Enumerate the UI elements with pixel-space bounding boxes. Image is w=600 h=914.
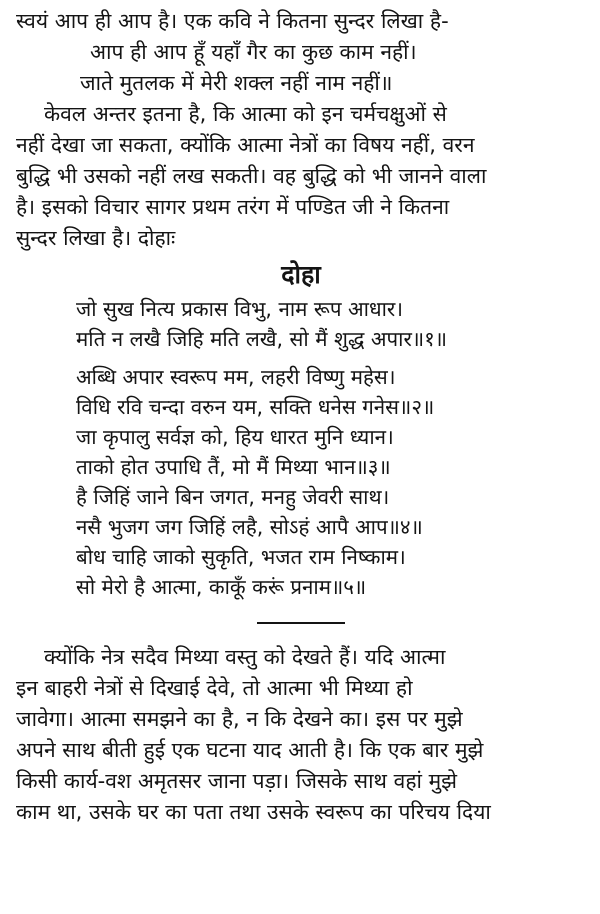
doha-verses bbox=[16, 294, 586, 602]
verse-line: बोध चाहि जाको सुकृति, भजत राम निष्काम। bbox=[76, 545, 406, 569]
text-line: काम था, उसके घर का पता तथा उसके स्वरूप का परिचय दिया bbox=[16, 800, 491, 824]
verse-line: ताको होत उपाधि तैं, मो मैं मिथ्या भान॥३॥ bbox=[76, 455, 391, 479]
paragraph-1 bbox=[16, 99, 586, 254]
verse-line: सो मेरो है आत्मा, काकूँ करूं प्रनाम॥५॥ bbox=[76, 575, 367, 599]
text-line: सुन्दर लिखा है। दोहाः bbox=[16, 226, 176, 250]
text-line: है। इसको विचार सागर प्रथम तरंग में पण्डित जी ने कितना bbox=[16, 195, 450, 219]
text-line: जावेगा। आत्मा समझने का है, न कि देखने का। इस पर मुझे bbox=[16, 707, 463, 731]
couplet-line: आप ही आप हूँ यहाँ गैर का कुछ काम नहीं। bbox=[90, 40, 417, 64]
couplet bbox=[16, 37, 586, 99]
couplet-line: जाते मुतलक में मेरी शक्ल नहीं नाम नहीं॥ bbox=[80, 71, 393, 95]
verse-line: है जिहिं जाने बिन जगत, मनहु जेवरी साथ। bbox=[76, 485, 390, 509]
intro-text bbox=[16, 6, 586, 37]
verse-line: अब्धि अपार स्वरूप मम, लहरी विष्णु महेस। bbox=[76, 365, 396, 389]
text-line: इन बाहरी नेत्रों से दिखाई देवे, तो आत्मा भी मिथ्या हो bbox=[16, 676, 413, 700]
stanza-gap bbox=[16, 354, 586, 362]
verse-line: विधि रवि चन्दा वरुन यम, सक्ति धनेस गनेस॥२॥ bbox=[76, 395, 435, 419]
verse-line: नसै भुजग जग जिहिं लहै, सोऽहं आपै आप॥४॥ bbox=[76, 515, 423, 539]
paragraph-2 bbox=[16, 642, 586, 828]
text-line: केवल अन्तर इतना है, कि आत्मा को इन चर्मचक्षुओं से bbox=[44, 102, 447, 126]
text-line: स्वयं आप ही आप है। एक कवि ने कितना सुन्दर लिखा है- bbox=[16, 9, 449, 33]
text-line: अपने साथ बीती हुई एक घटना याद आती है। कि एक बार मुझे bbox=[16, 738, 484, 762]
text-line: क्योंकि नेत्र सदैव मिथ्या वस्तु को देखते हैं। यदि आत्मा bbox=[44, 645, 446, 669]
verse-line: जा कृपालु सर्वज्ञ को, हिय धारत मुनि ध्यान। bbox=[76, 425, 394, 449]
section-divider bbox=[257, 622, 345, 624]
verse-line: मति न लखै जिहि मति लखै, सो मैं शुद्ध अपार॥१॥ bbox=[76, 327, 448, 351]
text-line: किसी कार्य-वश अमृतसर जाना पड़ा। जिसके साथ वहां मुझे bbox=[16, 769, 458, 793]
text-line: बुद्धि भी उसको नहीं लख सकती। वह बुद्धि को भी जानने वाला bbox=[16, 164, 487, 188]
doha-heading: दोहा bbox=[281, 260, 321, 289]
verse-line: जो सुख नित्य प्रकास विभु, नाम रूप आधार। bbox=[76, 297, 404, 321]
text-line: नहीं देखा जा सकता, क्योंकि आत्मा नेत्रों का विषय नहीं, वरन bbox=[16, 133, 475, 157]
